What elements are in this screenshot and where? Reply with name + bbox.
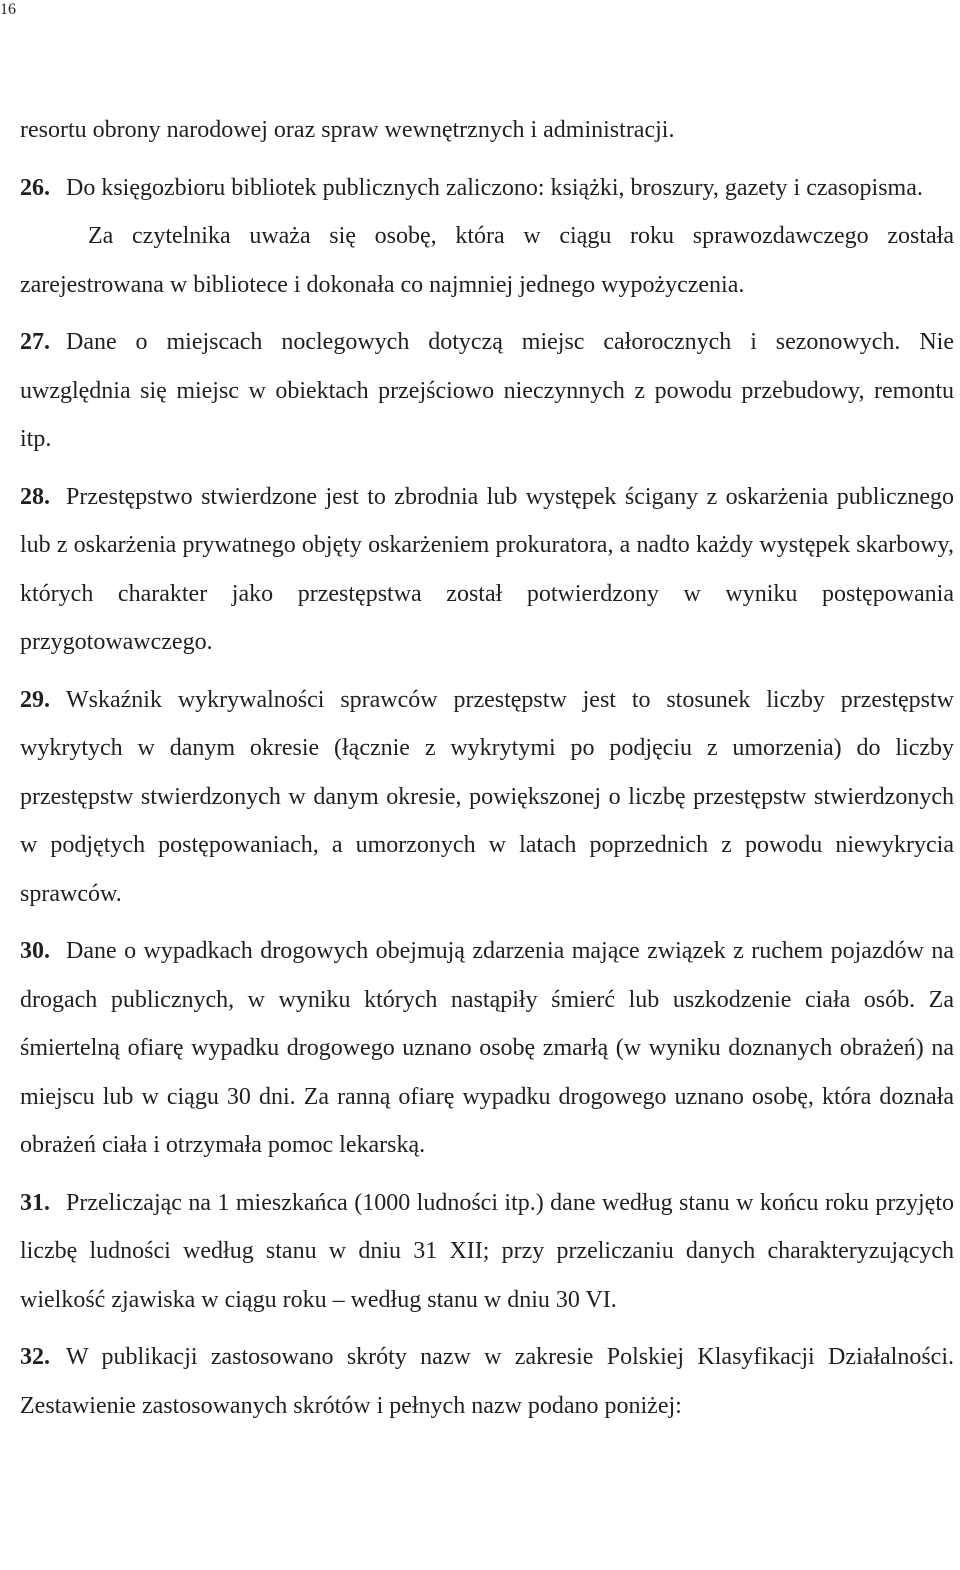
- paragraph-number: 32.: [20, 1344, 50, 1370]
- paragraph-text: Przeliczając na 1 mieszkańca (1000 ludności itp.) dane według stanu w końcu roku przyjęto liczbę ludności według stanu w dniu 31 XII; przy przeliczaniu danych charakteryzujących wielkość zjawiska w ciągu roku – według stanu w dniu 30 VI.: [20, 1189, 954, 1313]
- paragraph-text: Do księgozbioru bibliotek publicznych zaliczono: książki, broszury, gazety i czasopisma.: [66, 174, 923, 201]
- paragraph-26: [20, 164, 954, 213]
- paragraph-number: 30.: [20, 938, 50, 964]
- paragraph-27: [20, 318, 954, 464]
- paragraph-29: [20, 676, 954, 919]
- paragraph-continuation: resortu obrony narodowej oraz spraw wewnętrznych i administracji.: [20, 117, 675, 143]
- paragraph-30: [20, 927, 954, 1170]
- paragraph-28: [20, 473, 954, 667]
- document-body: [20, 106, 954, 1430]
- paragraph-number: 27.: [20, 329, 50, 355]
- page-number: 16: [0, 1, 16, 18]
- paragraph-26-reader: Za czytelnika uważa się osobę, która w ciągu roku sprawozdawczego została zarejestrowana w bibliotece i dokonała co najmniej jednego wypożyczenia.: [20, 223, 954, 298]
- paragraph-number: 28.: [20, 483, 50, 510]
- paragraph-text: Dane o miejscach noclegowych dotyczą miejsc całorocznych i sezonowych. Nie uwzględnia się miejsc w obiektach przejściowo nieczynnych z powodu przebudowy, remontu itp.: [20, 329, 954, 452]
- paragraph-text: Wskaźnik wykrywalności sprawców przestępstw jest to stosunek liczby przestępstw wykrytych w danym okresie (łącznie z wykrytymi po podjęciu z umorzenia) do liczby przestępstw stwierdzonych w danym okresie, powiększonej o liczbę przestępstw stwierdzonych w podjętych postępowaniach, a umorzonych w latach poprzednich z powodu niewykrycia sprawców.: [20, 686, 954, 907]
- paragraph-32: [20, 1333, 954, 1430]
- paragraph-number: 29.: [20, 686, 50, 713]
- paragraph-31: [20, 1179, 954, 1325]
- paragraph-number: 31.: [20, 1189, 50, 1216]
- paragraph-text: Dane o wypadkach drogowych obejmują zdarzenia mające związek z ruchem pojazdów na drogach publicznych, w wyniku których nastąpiły śmierć lub uszkodzenie ciała osób. Za śmiertelną ofiarę wypadku drogowego uznano osobę zmarłą (w wyniku doznanych obrażeń) na miejscu lub w ciągu 30 dni. Za ranną ofiarę wypadku drogowego uznano osobę, która doznała obrażeń ciała i otrzymała pomoc lekarską.: [20, 938, 954, 1158]
- paragraph-text: W publikacji zastosowano skróty nazw w zakresie Polskiej Klasyfikacji Działalności. Zestawienie zastosowanych skrótów i pełnych nazw podano poniżej:: [20, 1344, 954, 1419]
- paragraph-text: Przestępstwo stwierdzone jest to zbrodnia lub występek ścigany z oskarżenia publicznego lub z oskarżenia prywatnego objęty oskarżeniem prokuratora, a nadto każdy występek skarbowy, których charakter jako przestępstwa został potwierdzony w wyniku postępowania przygotowawczego.: [20, 483, 954, 655]
- paragraph-number: 26.: [20, 174, 50, 201]
